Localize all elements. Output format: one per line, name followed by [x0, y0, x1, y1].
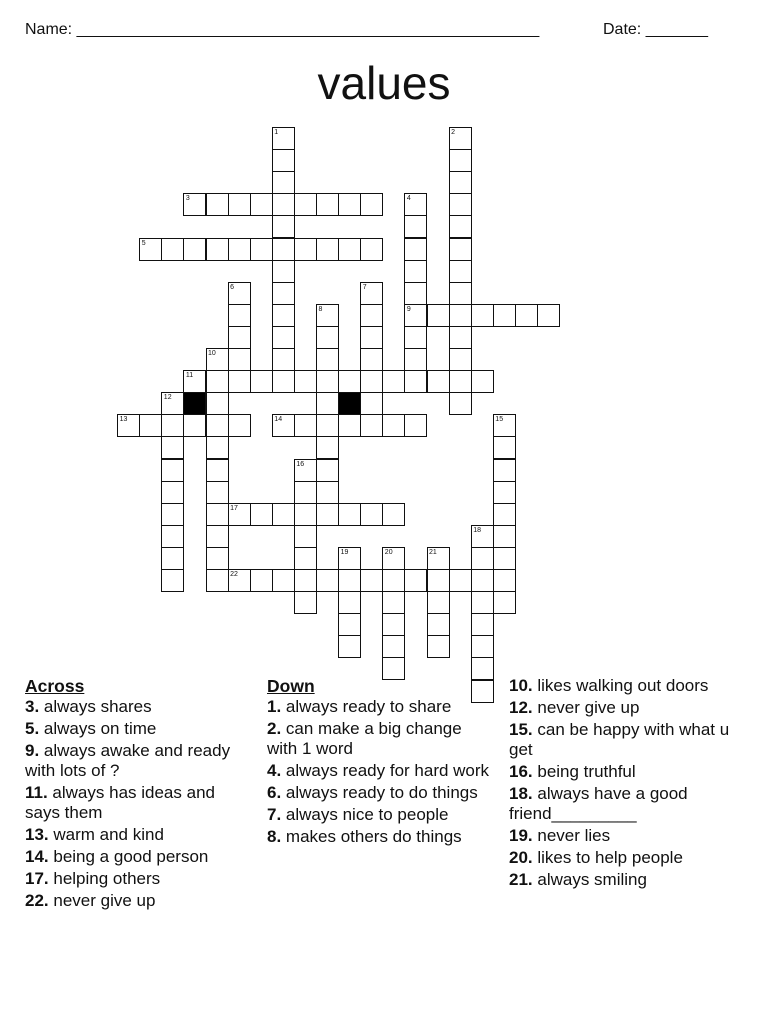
grid-cell[interactable] — [493, 436, 516, 459]
grid-cell[interactable] — [471, 569, 494, 592]
grid-cell[interactable] — [206, 547, 229, 570]
clue-num: 5. — [25, 719, 40, 738]
grid-cell[interactable] — [206, 414, 229, 437]
grid-cell[interactable] — [427, 569, 450, 592]
clue-text: always nice to people — [281, 805, 449, 824]
clue-number-15: 15 — [495, 416, 504, 424]
grid-cell[interactable] — [272, 149, 295, 172]
grid-cell[interactable] — [449, 569, 472, 592]
grid-cell[interactable] — [449, 282, 472, 305]
grid-cell[interactable] — [471, 370, 494, 393]
clue-number-5: 5 — [141, 239, 146, 247]
grid-cell[interactable] — [272, 304, 295, 327]
clue-number-7: 7 — [362, 283, 367, 291]
grid-cell[interactable] — [206, 569, 229, 592]
grid-cell[interactable] — [161, 436, 184, 459]
grid-cell[interactable] — [338, 193, 361, 216]
down-cont-clue — [509, 826, 734, 846]
grid-cell[interactable] — [161, 238, 184, 261]
grid-cell[interactable] — [382, 613, 405, 636]
clue-text: likes to help people — [532, 848, 683, 867]
grid-cell[interactable] — [382, 591, 405, 614]
clue-text: always awake and ready with lots of ? — [25, 741, 231, 780]
grid-cell[interactable] — [404, 414, 427, 437]
grid-cell[interactable] — [250, 503, 273, 526]
grid-cell[interactable] — [360, 326, 383, 349]
across-heading: Across — [25, 676, 85, 696]
grid-cell[interactable] — [338, 414, 361, 437]
clue-text: never lies — [532, 826, 611, 845]
grid-cell[interactable] — [404, 326, 427, 349]
clue-number-18: 18 — [473, 526, 481, 534]
down-cont-clue — [509, 720, 734, 760]
clue-text: being a good person — [48, 847, 209, 866]
grid-cell[interactable] — [294, 481, 317, 504]
grid-cell[interactable] — [338, 503, 361, 526]
grid-cell[interactable] — [471, 613, 494, 636]
grid-cell[interactable] — [294, 503, 317, 526]
clue-num: 8. — [267, 827, 282, 846]
across-clue — [25, 741, 250, 781]
grid-cell[interactable] — [382, 414, 405, 437]
clue-text: can make a big change with 1 word — [267, 719, 462, 758]
grid-cell[interactable] — [250, 569, 273, 592]
grid-cell[interactable] — [206, 525, 229, 548]
clue-number-13: 13 — [119, 416, 128, 424]
grid-cell[interactable] — [294, 525, 317, 548]
clue-number-2: 2 — [451, 129, 455, 136]
down-cont-clue — [509, 698, 734, 718]
grid-cell[interactable] — [338, 370, 361, 393]
grid-cell[interactable] — [449, 260, 472, 283]
down-cont-clue — [509, 762, 734, 782]
grid-cell[interactable] — [316, 503, 339, 526]
grid-cell[interactable] — [382, 503, 405, 526]
grid-cell[interactable] — [316, 436, 339, 459]
clue-num: 17. — [25, 869, 49, 888]
clue-num: 15. — [509, 720, 533, 739]
grid-cell[interactable] — [493, 481, 516, 504]
grid-cell[interactable] — [272, 215, 295, 238]
black-square — [338, 392, 361, 415]
clue-num: 9. — [25, 741, 40, 760]
grid-cell[interactable] — [449, 370, 472, 393]
grid-cell[interactable] — [427, 613, 450, 636]
across-clue — [25, 847, 250, 867]
grid-cell[interactable] — [471, 591, 494, 614]
grid-cell[interactable] — [449, 392, 472, 415]
grid-cell[interactable] — [493, 525, 516, 548]
grid-cell[interactable] — [228, 304, 251, 327]
grid-cell[interactable] — [404, 569, 427, 592]
grid-cell[interactable] — [272, 171, 295, 194]
grid-cell[interactable] — [183, 238, 206, 261]
clue-num: 7. — [267, 805, 282, 824]
grid-cell[interactable] — [161, 569, 184, 592]
clue-num: 6. — [267, 783, 282, 802]
grid-cell[interactable] — [316, 370, 339, 393]
grid-cell[interactable] — [404, 238, 427, 261]
grid-cell[interactable] — [316, 459, 339, 482]
clue-number-20: 20 — [384, 548, 393, 556]
down-clues-continued — [509, 676, 734, 892]
grid-cell[interactable] — [294, 193, 317, 216]
grid-cell[interactable] — [272, 569, 295, 592]
grid-cell[interactable] — [228, 238, 251, 261]
grid-cell[interactable] — [449, 215, 472, 238]
grid-cell[interactable] — [294, 591, 317, 614]
grid-cell[interactable] — [206, 392, 229, 415]
grid-cell[interactable] — [427, 635, 450, 658]
across-clue — [25, 825, 250, 845]
puzzle-title: values — [317, 57, 451, 109]
down-clues — [267, 676, 492, 849]
clue-text: always ready to do things — [281, 783, 478, 802]
grid-cell[interactable] — [404, 348, 427, 371]
clue-num: 18. — [509, 784, 533, 803]
grid-cell[interactable] — [404, 260, 427, 283]
grid-cell[interactable] — [449, 348, 472, 371]
down-clue — [267, 783, 492, 803]
grid-cell[interactable] — [272, 348, 295, 371]
across-clue — [25, 891, 250, 911]
grid-cell[interactable] — [493, 591, 516, 614]
grid-cell[interactable] — [382, 370, 405, 393]
clue-text: always has ideas and says them — [25, 783, 215, 822]
clue-number-10: 10 — [208, 350, 216, 357]
grid-cell[interactable] — [316, 569, 339, 592]
clue-num: 19. — [509, 826, 533, 845]
clue-number-16: 16 — [296, 460, 305, 468]
clue-text: makes others do things — [281, 827, 462, 846]
grid-cell[interactable] — [338, 569, 361, 592]
clue-text: always ready to share — [281, 697, 452, 716]
grid-cell[interactable] — [161, 525, 184, 548]
grid-cell[interactable] — [161, 547, 184, 570]
clue-num: 14. — [25, 847, 49, 866]
grid-cell[interactable] — [493, 459, 516, 482]
clue-text: always on time — [39, 719, 157, 738]
grid-cell[interactable] — [449, 171, 472, 194]
clue-text: helping others — [48, 869, 161, 888]
grid-cell[interactable] — [294, 569, 317, 592]
grid-cell[interactable] — [404, 370, 427, 393]
clue-num: 10. — [509, 676, 533, 695]
grid-cell[interactable] — [139, 414, 162, 437]
grid-cell[interactable] — [272, 326, 295, 349]
down-cont-clue — [509, 848, 734, 868]
grid-cell[interactable] — [537, 304, 560, 327]
down-clue — [267, 827, 492, 847]
down-cont-clue — [509, 870, 734, 890]
grid-cell[interactable] — [206, 238, 229, 261]
clue-text: always smiling — [532, 870, 647, 889]
grid-cell[interactable] — [206, 370, 229, 393]
down-clue — [267, 761, 492, 781]
grid-cell[interactable] — [427, 304, 450, 327]
clue-num: 1. — [267, 697, 282, 716]
grid-cell[interactable] — [228, 348, 251, 371]
down-clue — [267, 805, 492, 825]
clue-num: 11. — [25, 783, 48, 802]
clue-number-22: 22 — [230, 571, 238, 578]
clue-number-4: 4 — [406, 195, 411, 203]
grid-cell[interactable] — [316, 326, 339, 349]
down-cont-clue — [509, 784, 734, 824]
grid-cell[interactable] — [360, 503, 383, 526]
clue-text: can be happy with what u get — [509, 720, 730, 759]
grid-cell[interactable] — [449, 326, 472, 349]
clue-number-21: 21 — [429, 548, 437, 556]
grid-cell[interactable] — [338, 613, 361, 636]
grid-cell[interactable] — [360, 392, 383, 415]
across-clue — [25, 869, 250, 889]
grid-cell[interactable] — [206, 481, 229, 504]
grid-cell[interactable] — [493, 503, 516, 526]
black-square — [183, 392, 206, 415]
grid-cell[interactable] — [360, 238, 383, 261]
clue-text: warm and kind — [48, 825, 164, 844]
across-clue — [25, 697, 250, 717]
grid-cell[interactable] — [427, 370, 450, 393]
grid-cell[interactable] — [294, 238, 317, 261]
grid-cell[interactable] — [272, 503, 295, 526]
clue-text: likes walking out doors — [532, 676, 709, 695]
grid-cell[interactable] — [250, 370, 273, 393]
grid-cell[interactable] — [449, 149, 472, 172]
clue-num: 16. — [509, 762, 533, 781]
clue-number-6: 6 — [230, 283, 234, 291]
grid-cell[interactable] — [449, 238, 472, 261]
date-field-label[interactable]: Date: _______ — [603, 21, 708, 38]
grid-cell[interactable] — [272, 193, 295, 216]
grid-cell[interactable] — [316, 392, 339, 415]
clue-num: 21. — [509, 870, 533, 889]
clue-number-14: 14 — [274, 416, 283, 424]
grid-cell[interactable] — [360, 370, 383, 393]
grid-cell[interactable] — [161, 414, 184, 437]
clue-number-8: 8 — [318, 305, 323, 313]
clue-number-19: 19 — [340, 548, 349, 556]
clue-num: 12. — [509, 698, 533, 717]
grid-cell[interactable] — [316, 193, 339, 216]
grid-cell[interactable] — [206, 459, 229, 482]
clue-number-11: 11 — [185, 372, 194, 380]
clue-number-1: 1 — [274, 129, 279, 136]
clue-num: 2. — [267, 719, 282, 738]
grid-cell[interactable] — [294, 414, 317, 437]
clue-text: always shares — [39, 697, 152, 716]
across-clue — [25, 719, 250, 739]
grid-cell[interactable] — [272, 260, 295, 283]
grid-cell[interactable] — [471, 304, 494, 327]
clue-num: 3. — [25, 697, 40, 716]
grid-cell[interactable] — [161, 459, 184, 482]
grid-cell[interactable] — [228, 193, 251, 216]
clue-number-17: 17 — [230, 504, 238, 512]
grid-cell[interactable] — [228, 326, 251, 349]
clue-text: never give up — [532, 698, 640, 717]
grid-cell[interactable] — [272, 282, 295, 305]
grid-cell[interactable] — [183, 414, 206, 437]
clue-text: never give up — [48, 891, 156, 910]
grid-cell[interactable] — [272, 238, 295, 261]
clue-number-12: 12 — [163, 394, 172, 402]
grid-cell[interactable] — [404, 282, 427, 305]
clue-num: 20. — [509, 848, 533, 867]
grid-cell[interactable] — [206, 436, 229, 459]
grid-cell[interactable] — [228, 370, 251, 393]
clue-text: being truthful — [532, 762, 636, 781]
down-cont-clue — [509, 676, 734, 696]
grid-cell[interactable] — [471, 547, 494, 570]
clue-text: always ready for hard work — [281, 761, 490, 780]
across-clues — [25, 676, 250, 913]
grid-cell[interactable] — [515, 304, 538, 327]
grid-cell[interactable] — [404, 215, 427, 238]
grid-cell[interactable] — [316, 348, 339, 371]
grid-cell[interactable] — [250, 193, 273, 216]
clue-text: always have a good friend_________ — [509, 784, 688, 823]
clue-number-9: 9 — [406, 305, 411, 313]
grid-cell[interactable] — [471, 635, 494, 658]
grid-cell[interactable] — [316, 238, 339, 261]
grid-cell[interactable] — [382, 569, 405, 592]
clue-num: 22. — [25, 891, 49, 910]
grid-cell[interactable] — [493, 547, 516, 570]
grid-cell[interactable] — [449, 304, 472, 327]
grid-cell[interactable] — [427, 591, 450, 614]
name-field-label[interactable]: Name: ____________________________________________________ — [25, 21, 540, 38]
grid-cell[interactable] — [206, 193, 229, 216]
grid-cell[interactable] — [272, 370, 295, 393]
grid-cell[interactable] — [250, 238, 273, 261]
grid-cell[interactable] — [228, 414, 251, 437]
grid-cell[interactable] — [338, 635, 361, 658]
grid-cell[interactable] — [316, 414, 339, 437]
grid-cell[interactable] — [360, 414, 383, 437]
grid-cell[interactable] — [294, 547, 317, 570]
grid-cell[interactable] — [449, 193, 472, 216]
grid-cell[interactable] — [316, 481, 339, 504]
down-heading: Down — [267, 676, 315, 696]
grid-cell[interactable] — [360, 304, 383, 327]
grid-cell[interactable] — [161, 503, 184, 526]
clue-num: 13. — [25, 825, 49, 844]
grid-cell[interactable] — [360, 348, 383, 371]
grid-cell[interactable] — [493, 304, 516, 327]
grid-cell[interactable] — [338, 238, 361, 261]
down-clue — [267, 697, 492, 717]
grid-cell[interactable] — [206, 503, 229, 526]
across-clue — [25, 783, 250, 823]
grid-cell[interactable] — [382, 635, 405, 658]
grid-cell[interactable] — [338, 591, 361, 614]
grid-cell[interactable] — [294, 370, 317, 393]
clue-number-3: 3 — [185, 195, 190, 203]
grid-cell[interactable] — [360, 569, 383, 592]
grid-cell[interactable] — [493, 569, 516, 592]
grid-cell[interactable] — [360, 193, 383, 216]
down-clue — [267, 719, 492, 759]
grid-cell[interactable] — [161, 481, 184, 504]
clue-num: 4. — [267, 761, 282, 780]
